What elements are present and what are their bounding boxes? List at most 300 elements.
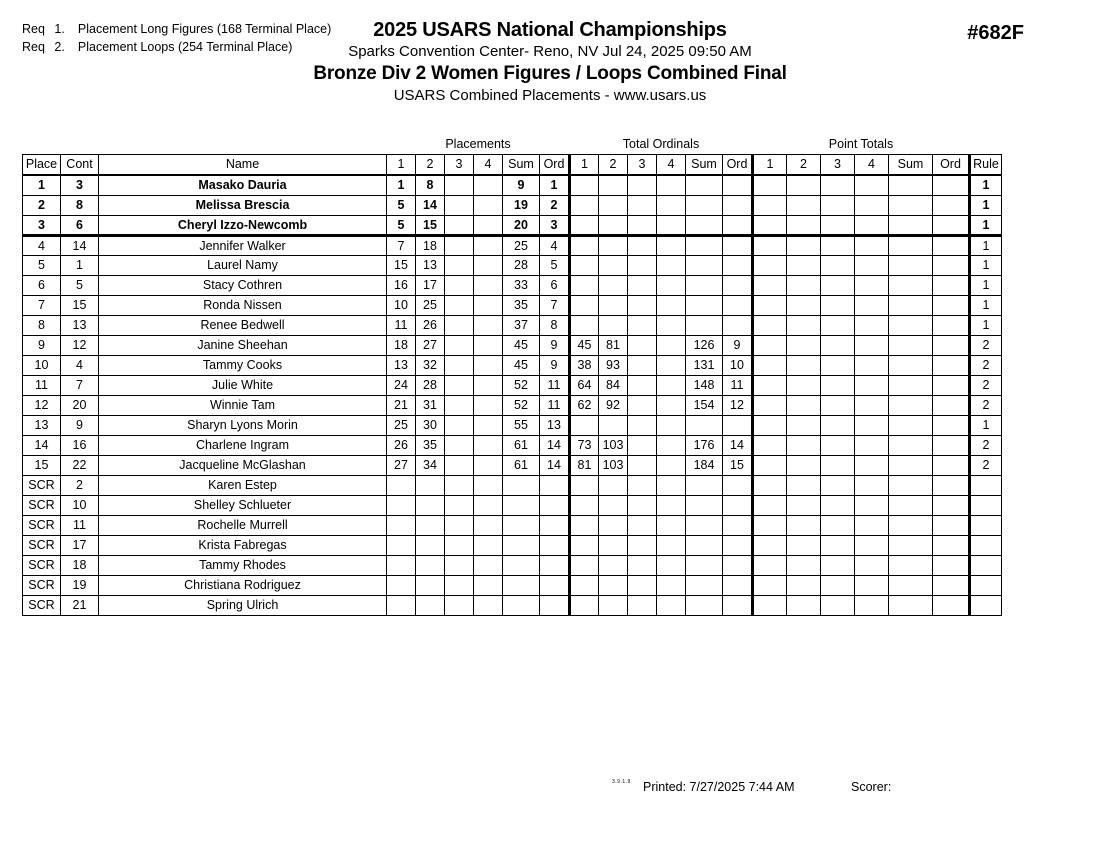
cell-points-judge-2 (787, 395, 821, 415)
cell-points-sum (889, 495, 933, 515)
col-header-cont: Cont (61, 154, 99, 175)
cell-placement-judge-4 (474, 195, 503, 215)
cell-placement-judge-1: 24 (387, 375, 416, 395)
cell-points-sum (889, 195, 933, 215)
cell-ordinals-judge-1 (570, 475, 599, 495)
cell-placement-judge-1 (387, 515, 416, 535)
cell-ordinals-sum: 126 (686, 335, 723, 355)
cell-points-sum (889, 215, 933, 235)
cell-rule (970, 475, 1002, 495)
table-row[interactable] (23, 235, 1002, 255)
cell-ordinals-judge-2 (599, 175, 628, 195)
cell-ordinals-sum (686, 595, 723, 615)
cell-points-judge-3 (821, 255, 855, 275)
cell-points-ord (933, 415, 970, 435)
cell-ordinals-judge-4 (657, 175, 686, 195)
column-header-row (23, 154, 1002, 175)
cell-points-judge-1 (753, 595, 787, 615)
cell-placement-judge-2: 17 (416, 275, 445, 295)
cell-points-judge-3 (821, 475, 855, 495)
cell-points-sum (889, 415, 933, 435)
cell-placement-judge-4 (474, 595, 503, 615)
cell-contestant-number: 12 (61, 335, 99, 355)
cell-ordinals-judge-1 (570, 575, 599, 595)
cell-points-sum (889, 175, 933, 195)
cell-points-sum (889, 335, 933, 355)
cell-ordinals-sum (686, 275, 723, 295)
cell-placement-judge-3 (445, 595, 474, 615)
cell-points-judge-2 (787, 515, 821, 535)
cell-placement-judge-4 (474, 295, 503, 315)
table-row[interactable] (23, 515, 1002, 535)
cell-ordinals-judge-1 (570, 535, 599, 555)
table-row[interactable] (23, 375, 1002, 395)
cell-ordinals-judge-1 (570, 495, 599, 515)
cell-points-judge-4 (855, 335, 889, 355)
cell-place: 15 (23, 455, 61, 475)
cell-points-judge-2 (787, 495, 821, 515)
cell-points-judge-1 (753, 315, 787, 335)
cell-ordinals-judge-2 (599, 315, 628, 335)
cell-skater-name: Karen Estep (99, 475, 387, 495)
cell-placement-judge-3 (445, 555, 474, 575)
cell-rule: 1 (970, 315, 1002, 335)
cell-skater-name: Laurel Namy (99, 255, 387, 275)
cell-points-judge-1 (753, 535, 787, 555)
cell-placement-judge-3 (445, 455, 474, 475)
cell-contestant-number: 22 (61, 455, 99, 475)
cell-points-ord (933, 515, 970, 535)
cell-points-ord (933, 255, 970, 275)
cell-placement-judge-1: 5 (387, 215, 416, 235)
cell-points-judge-3 (821, 195, 855, 215)
requirement-number-2: 2. (54, 40, 65, 54)
cell-contestant-number: 19 (61, 575, 99, 595)
cell-points-judge-3 (821, 315, 855, 335)
cell-ordinals-judge-4 (657, 555, 686, 575)
cell-placement-ord: 9 (540, 355, 570, 375)
cell-ordinals-judge-3 (628, 535, 657, 555)
cell-placement-judge-4 (474, 275, 503, 295)
cell-placement-sum: 61 (503, 455, 540, 475)
cell-ordinals-judge-4 (657, 595, 686, 615)
cell-points-judge-3 (821, 595, 855, 615)
cell-ordinals-judge-2 (599, 555, 628, 575)
cell-placement-judge-2: 15 (416, 215, 445, 235)
cell-points-sum (889, 535, 933, 555)
cell-placement-ord (540, 575, 570, 595)
cell-ordinals-ord (723, 575, 753, 595)
table-row[interactable] (23, 575, 1002, 595)
cell-skater-name: Melissa Brescia (99, 195, 387, 215)
cell-points-ord (933, 295, 970, 315)
cell-ordinals-judge-1: 73 (570, 435, 599, 455)
cell-place: SCR (23, 575, 61, 595)
cell-contestant-number: 14 (61, 235, 99, 255)
cell-ordinals-ord: 14 (723, 435, 753, 455)
col-header-placements-sum: Sum (503, 154, 540, 175)
cell-placement-judge-3 (445, 315, 474, 335)
cell-ordinals-judge-1: 38 (570, 355, 599, 375)
cell-points-judge-1 (753, 455, 787, 475)
cell-ordinals-judge-4 (657, 575, 686, 595)
cell-placement-sum: 19 (503, 195, 540, 215)
cell-placement-judge-4 (474, 555, 503, 575)
cell-points-judge-4 (855, 555, 889, 575)
cell-placement-sum: 61 (503, 435, 540, 455)
col-header-ordinals-sum: Sum (686, 154, 723, 175)
col-header-points-ord: Ord (933, 154, 970, 175)
cell-placement-judge-2 (416, 475, 445, 495)
cell-points-ord (933, 355, 970, 375)
cell-contestant-number: 15 (61, 295, 99, 315)
cell-points-judge-3 (821, 335, 855, 355)
cell-placement-ord: 2 (540, 195, 570, 215)
cell-ordinals-judge-2: 81 (599, 335, 628, 355)
cell-points-judge-1 (753, 495, 787, 515)
col-header-placements-2: 2 (416, 154, 445, 175)
cell-ordinals-judge-1 (570, 315, 599, 335)
cell-placement-judge-3 (445, 255, 474, 275)
cell-placement-judge-2: 13 (416, 255, 445, 275)
cell-contestant-number: 6 (61, 215, 99, 235)
cell-contestant-number: 7 (61, 375, 99, 395)
cell-points-ord (933, 275, 970, 295)
table-row[interactable] (23, 295, 1002, 315)
cell-contestant-number: 20 (61, 395, 99, 415)
col-header-points-1: 1 (753, 154, 787, 175)
cell-rule: 1 (970, 175, 1002, 195)
group-header-point-totals: Point Totals (828, 137, 894, 152)
cell-ordinals-judge-2 (599, 275, 628, 295)
cell-ordinals-ord (723, 495, 753, 515)
cell-ordinals-judge-4 (657, 255, 686, 275)
cell-ordinals-judge-1 (570, 595, 599, 615)
cell-placement-judge-2: 30 (416, 415, 445, 435)
cell-points-ord (933, 315, 970, 335)
table-row[interactable] (23, 455, 1002, 475)
cell-points-judge-2 (787, 415, 821, 435)
cell-ordinals-judge-4 (657, 415, 686, 435)
cell-ordinals-ord (723, 415, 753, 435)
cell-ordinals-judge-1 (570, 235, 599, 255)
cell-ordinals-judge-2: 92 (599, 395, 628, 415)
cell-placement-judge-4 (474, 255, 503, 275)
cell-placement-sum: 37 (503, 315, 540, 335)
cell-placement-ord (540, 475, 570, 495)
col-header-points-3: 3 (821, 154, 855, 175)
group-header-row (23, 135, 1002, 154)
cell-points-judge-3 (821, 415, 855, 435)
cell-ordinals-judge-1: 62 (570, 395, 599, 415)
cell-placement-judge-2: 32 (416, 355, 445, 375)
cell-ordinals-judge-1 (570, 275, 599, 295)
cell-ordinals-judge-1 (570, 415, 599, 435)
cell-points-judge-4 (855, 315, 889, 335)
cell-placement-judge-4 (474, 315, 503, 335)
requirement-number-1: 1. (54, 22, 65, 36)
cell-placement-judge-4 (474, 175, 503, 195)
table-row[interactable] (23, 435, 1002, 455)
cell-points-ord (933, 215, 970, 235)
col-header-placements-3: 3 (445, 154, 474, 175)
page-header (0, 0, 1100, 115)
cell-points-judge-4 (855, 215, 889, 235)
col-header-place: Place (23, 154, 61, 175)
cell-placement-judge-2: 14 (416, 195, 445, 215)
cell-points-judge-2 (787, 175, 821, 195)
cell-contestant-number: 1 (61, 255, 99, 275)
cell-placement-judge-1: 21 (387, 395, 416, 415)
cell-ordinals-judge-3 (628, 355, 657, 375)
cell-placement-sum (503, 535, 540, 555)
cell-ordinals-judge-3 (628, 195, 657, 215)
cell-ordinals-sum (686, 515, 723, 535)
cell-points-judge-2 (787, 575, 821, 595)
cell-points-judge-2 (787, 435, 821, 455)
table-row[interactable] (23, 475, 1002, 495)
group-spacer-place (23, 135, 61, 154)
cell-skater-name: Renee Bedwell (99, 315, 387, 335)
cell-placement-judge-1: 13 (387, 355, 416, 375)
cell-contestant-number: 3 (61, 175, 99, 195)
cell-rule (970, 555, 1002, 575)
cell-placement-judge-4 (474, 375, 503, 395)
cell-points-ord (933, 475, 970, 495)
cell-ordinals-judge-4 (657, 475, 686, 495)
cell-rule: 2 (970, 335, 1002, 355)
cell-placement-ord: 11 (540, 375, 570, 395)
cell-ordinals-judge-4 (657, 455, 686, 475)
cell-placement-judge-1 (387, 475, 416, 495)
cell-ordinals-judge-4 (657, 295, 686, 315)
cell-points-judge-1 (753, 215, 787, 235)
cell-ordinals-judge-4 (657, 215, 686, 235)
table-row[interactable] (23, 215, 1002, 235)
cell-rule: 2 (970, 435, 1002, 455)
cell-ordinals-judge-4 (657, 495, 686, 515)
table-row[interactable] (23, 275, 1002, 295)
cell-points-judge-1 (753, 575, 787, 595)
cell-ordinals-judge-3 (628, 495, 657, 515)
cell-ordinals-judge-4 (657, 375, 686, 395)
cell-placement-judge-4 (474, 575, 503, 595)
cell-contestant-number: 5 (61, 275, 99, 295)
championship-title: 2025 USARS National Championships (373, 19, 727, 41)
table-row[interactable] (23, 255, 1002, 275)
col-header-placements-4: 4 (474, 154, 503, 175)
cell-ordinals-ord (723, 595, 753, 615)
requirement-text-2: Placement Loops (254 Terminal Place) (77, 40, 293, 54)
col-header-ordinals-3: 3 (628, 154, 657, 175)
cell-ordinals-judge-2 (599, 495, 628, 515)
cell-ordinals-judge-4 (657, 335, 686, 355)
cell-points-judge-4 (855, 475, 889, 495)
cell-placement-judge-1: 7 (387, 235, 416, 255)
cell-points-ord (933, 395, 970, 415)
cell-points-judge-2 (787, 335, 821, 355)
table-row[interactable] (23, 355, 1002, 375)
cell-points-judge-1 (753, 555, 787, 575)
cell-ordinals-ord: 9 (723, 335, 753, 355)
cell-placement-judge-2: 26 (416, 315, 445, 335)
cell-placement-judge-2 (416, 555, 445, 575)
cell-ordinals-judge-2 (599, 535, 628, 555)
cell-points-judge-1 (753, 435, 787, 455)
cell-placement-ord (540, 595, 570, 615)
cell-placement-judge-2: 18 (416, 235, 445, 255)
cell-ordinals-ord: 11 (723, 375, 753, 395)
cell-ordinals-judge-4 (657, 275, 686, 295)
cell-placement-judge-2: 34 (416, 455, 445, 475)
cell-points-sum (889, 255, 933, 275)
cell-ordinals-judge-2: 93 (599, 355, 628, 375)
cell-ordinals-ord: 15 (723, 455, 753, 475)
cell-place: 1 (23, 175, 61, 195)
cell-points-judge-4 (855, 435, 889, 455)
cell-points-ord (933, 175, 970, 195)
group-header-placements: Placements (445, 137, 511, 152)
cell-points-judge-3 (821, 215, 855, 235)
cell-place: SCR (23, 495, 61, 515)
cell-points-sum (889, 555, 933, 575)
cell-points-sum (889, 475, 933, 495)
cell-points-ord (933, 535, 970, 555)
cell-ordinals-ord (723, 475, 753, 495)
footer-version-code: 3.9.1.9 (612, 779, 631, 785)
cell-points-judge-1 (753, 255, 787, 275)
cell-placement-judge-3 (445, 435, 474, 455)
cell-points-judge-2 (787, 235, 821, 255)
table-row[interactable] (23, 555, 1002, 575)
table-row[interactable] (23, 415, 1002, 435)
cell-ordinals-judge-1 (570, 295, 599, 315)
results-table (22, 135, 1002, 616)
cell-ordinals-judge-1 (570, 515, 599, 535)
cell-points-sum (889, 595, 933, 615)
cell-points-judge-2 (787, 535, 821, 555)
cell-ordinals-sum (686, 555, 723, 575)
table-row[interactable] (23, 195, 1002, 215)
cell-rule: 1 (970, 275, 1002, 295)
cell-points-sum (889, 355, 933, 375)
cell-points-judge-2 (787, 295, 821, 315)
cell-placement-judge-4 (474, 235, 503, 255)
table-row[interactable] (23, 595, 1002, 615)
requirement-label-2: Req (22, 40, 45, 54)
cell-points-judge-3 (821, 375, 855, 395)
cell-placement-judge-4 (474, 335, 503, 355)
cell-placement-judge-2 (416, 495, 445, 515)
cell-ordinals-judge-3 (628, 395, 657, 415)
cell-placement-judge-2: 27 (416, 335, 445, 355)
cell-ordinals-sum: 131 (686, 355, 723, 375)
cell-points-ord (933, 575, 970, 595)
cell-points-judge-3 (821, 435, 855, 455)
cell-place: 2 (23, 195, 61, 215)
requirement-label-1: Req (22, 22, 45, 36)
cell-ordinals-ord (723, 215, 753, 235)
cell-placement-sum: 55 (503, 415, 540, 435)
cell-skater-name: Tammy Cooks (99, 355, 387, 375)
cell-placement-judge-3 (445, 295, 474, 315)
col-header-points-sum: Sum (889, 154, 933, 175)
cell-points-judge-4 (855, 255, 889, 275)
cell-points-judge-4 (855, 295, 889, 315)
cell-placement-judge-4 (474, 455, 503, 475)
cell-placement-sum: 28 (503, 255, 540, 275)
cell-ordinals-judge-1 (570, 555, 599, 575)
cell-points-judge-4 (855, 395, 889, 415)
cell-ordinals-judge-2 (599, 515, 628, 535)
cell-points-sum (889, 295, 933, 315)
cell-ordinals-judge-2 (599, 195, 628, 215)
cell-ordinals-judge-3 (628, 255, 657, 275)
cell-points-judge-1 (753, 235, 787, 255)
cell-skater-name: Janine Sheehan (99, 335, 387, 355)
cell-placement-judge-1: 5 (387, 195, 416, 215)
cell-ordinals-judge-3 (628, 515, 657, 535)
cell-ordinals-judge-3 (628, 175, 657, 195)
cell-ordinals-judge-3 (628, 415, 657, 435)
cell-points-judge-3 (821, 235, 855, 255)
table-row[interactable] (23, 495, 1002, 515)
cell-placement-judge-3 (445, 235, 474, 255)
col-header-name: Name (99, 154, 387, 175)
table-row[interactable] (23, 175, 1002, 195)
cell-points-judge-2 (787, 195, 821, 215)
cell-points-judge-4 (855, 455, 889, 475)
cell-points-sum (889, 275, 933, 295)
table-row[interactable] (23, 335, 1002, 355)
cell-ordinals-judge-2 (599, 415, 628, 435)
cell-points-judge-2 (787, 275, 821, 295)
cell-points-sum (889, 575, 933, 595)
cell-placement-judge-4 (474, 495, 503, 515)
table-row[interactable] (23, 395, 1002, 415)
cell-ordinals-judge-2 (599, 295, 628, 315)
cell-points-judge-2 (787, 475, 821, 495)
title-block (0, 18, 1100, 106)
table-row[interactable] (23, 315, 1002, 335)
cell-points-judge-3 (821, 515, 855, 535)
cell-placement-ord: 7 (540, 295, 570, 315)
cell-ordinals-ord (723, 295, 753, 315)
cell-points-ord (933, 235, 970, 255)
event-number: #682F (967, 22, 1024, 44)
cell-ordinals-judge-4 (657, 355, 686, 375)
cell-ordinals-sum (686, 175, 723, 195)
col-header-ordinals-ord: Ord (723, 154, 753, 175)
cell-rule: 1 (970, 255, 1002, 275)
cell-contestant-number: 21 (61, 595, 99, 615)
cell-ordinals-judge-2 (599, 475, 628, 495)
cell-points-ord (933, 455, 970, 475)
cell-points-judge-1 (753, 195, 787, 215)
cell-placement-judge-3 (445, 575, 474, 595)
cell-placement-sum (503, 595, 540, 615)
cell-rule: 1 (970, 195, 1002, 215)
cell-ordinals-ord (723, 535, 753, 555)
table-row[interactable] (23, 535, 1002, 555)
cell-ordinals-judge-3 (628, 315, 657, 335)
cell-points-ord (933, 595, 970, 615)
cell-ordinals-judge-3 (628, 275, 657, 295)
cell-place: SCR (23, 595, 61, 615)
cell-ordinals-sum: 154 (686, 395, 723, 415)
cell-placement-judge-1: 11 (387, 315, 416, 335)
col-header-ordinals-1: 1 (570, 154, 599, 175)
